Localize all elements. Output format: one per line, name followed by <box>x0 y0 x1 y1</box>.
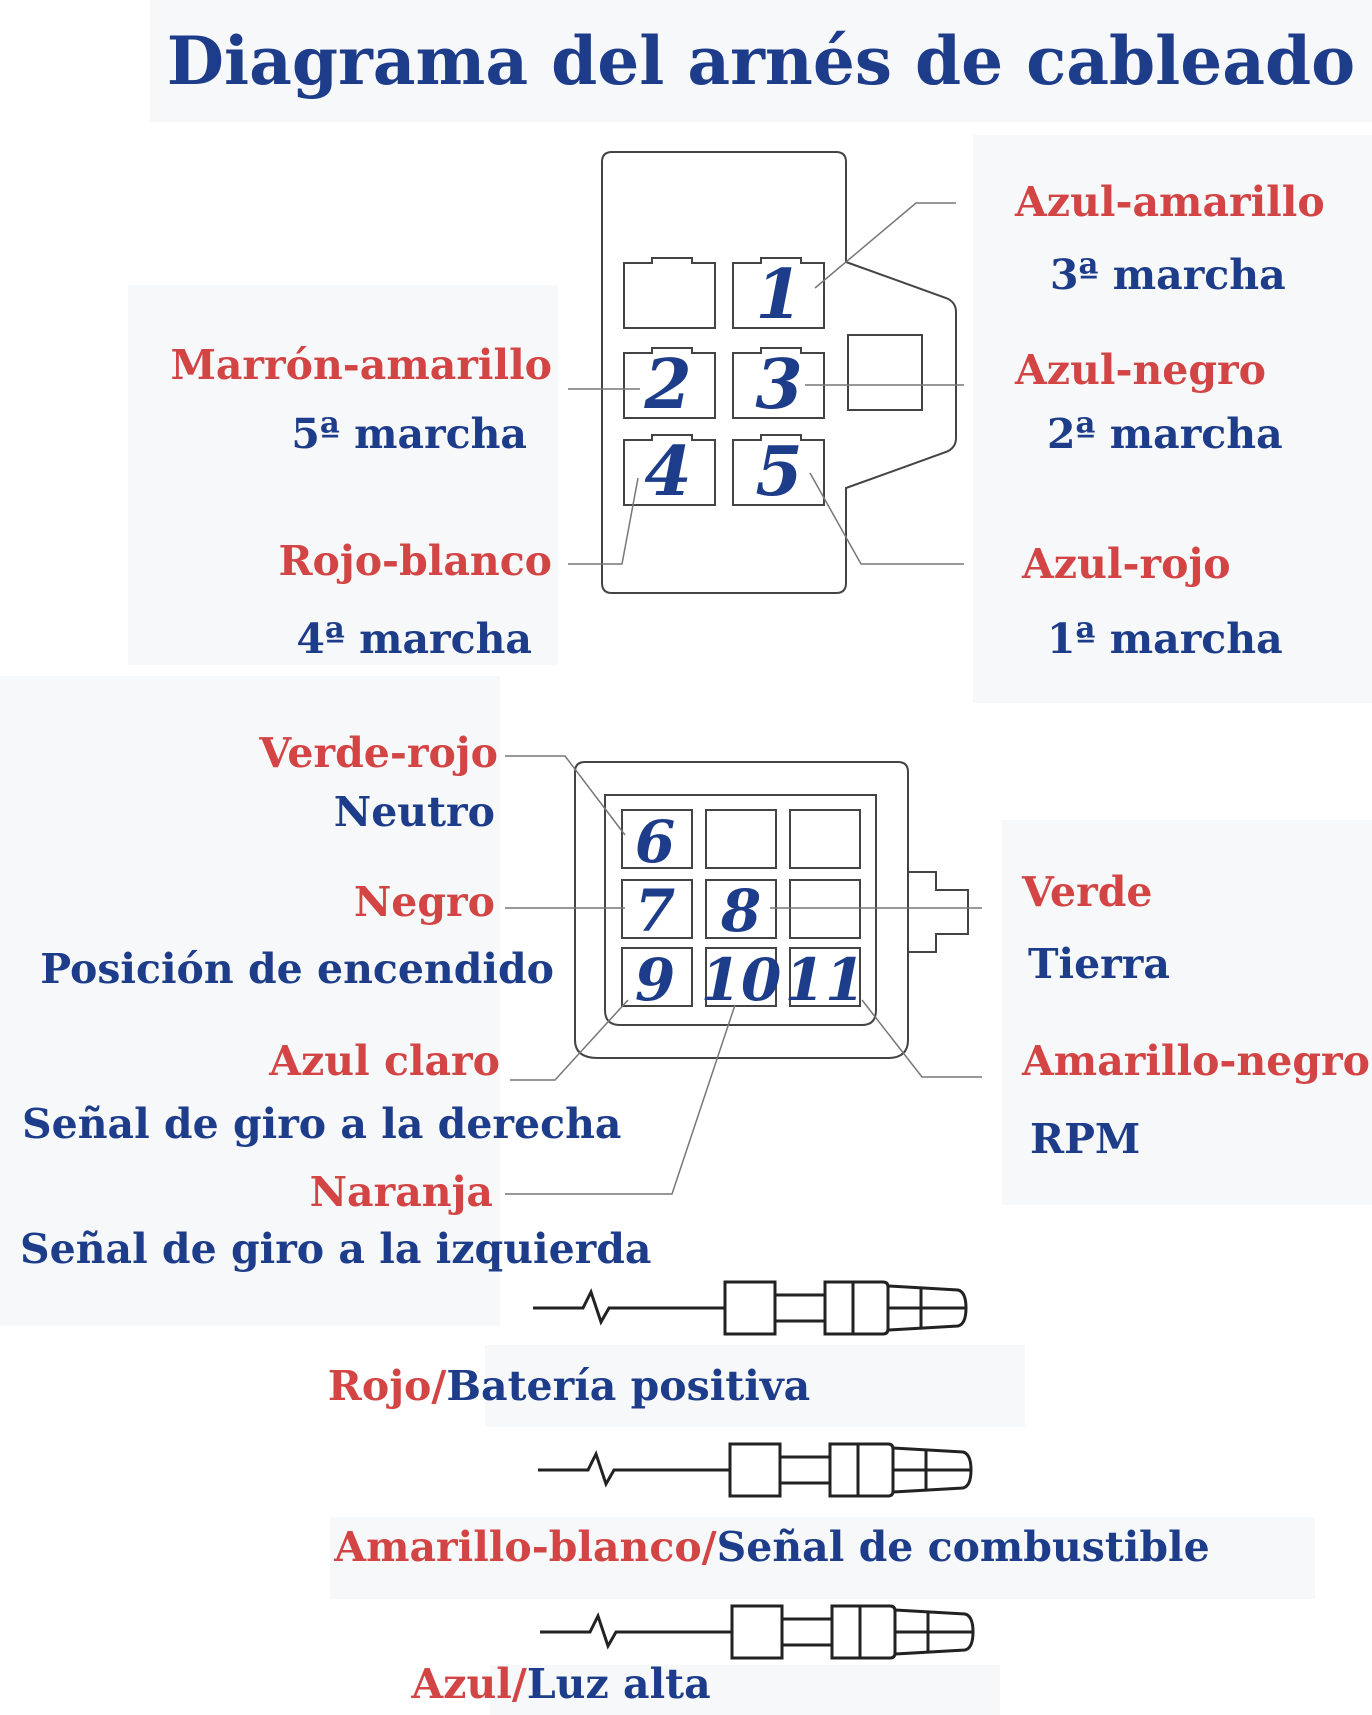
pin-number-2: 2 <box>644 345 692 425</box>
wire-function-3a-marcha: 3ª marcha <box>1050 251 1286 299</box>
wire-function-2a-marcha: 2ª marcha <box>1047 410 1283 458</box>
single-wire-function-luz-alta: Luz alta <box>526 1660 711 1708</box>
wire-color-azul-negro: Azul-negro <box>1015 346 1267 394</box>
wire-color-naranja: Naranja <box>309 1168 493 1216</box>
wire-color-azul-amarillo: Azul-amarillo <box>1015 178 1325 226</box>
wire-function-senal-giro-izquierda: Señal de giro a la izquierda <box>20 1225 652 1273</box>
single-wire-connector-1 <box>533 1282 966 1334</box>
single-wire-connector-2 <box>538 1444 971 1496</box>
wire-color-rojo-blanco: Rojo-blanco <box>278 537 552 585</box>
connector-b-pin-slot-empty-mid-right <box>790 880 860 938</box>
single-wire-separator: / <box>431 1362 447 1410</box>
wire-function-4a-marcha: 4ª marcha <box>296 615 532 663</box>
single-wire-color-amarillo-blanco: Amarillo-blanco <box>334 1523 702 1571</box>
single-wire-separator: / <box>511 1660 527 1708</box>
single-wire-color-rojo: Rojo <box>327 1362 432 1410</box>
wire-function-neutro: Neutro <box>333 788 495 836</box>
pin-number-9: 9 <box>634 946 676 1014</box>
wire-function-senal-giro-derecha: Señal de giro a la derecha <box>22 1100 622 1148</box>
connector-b-pin-slot-empty-top-mid <box>706 810 776 868</box>
wire-function-posicion-de-encendido: Posición de encendido <box>40 945 554 993</box>
wire-function-rpm: RPM <box>1030 1115 1141 1163</box>
wire-color-azul-rojo: Azul-rojo <box>1022 540 1231 588</box>
wire-function-1a-marcha: 1ª marcha <box>1047 615 1283 663</box>
single-wire-function-bateria-positiva: Batería positiva <box>446 1362 811 1410</box>
wire-color-azul-claro: Azul claro <box>269 1037 500 1085</box>
single-wire-connectors <box>533 1282 973 1658</box>
pin-number-10: 10 <box>700 946 782 1014</box>
single-wire-label-2 <box>86 1523 1372 1571</box>
single-wire-function-senal-combustible: Señal de combustible <box>716 1523 1210 1571</box>
connector-b-latch <box>908 872 968 952</box>
wire-function-5a-marcha: 5ª marcha <box>291 410 527 458</box>
pin-number-6: 6 <box>634 808 676 876</box>
connector-a-pin-slot-empty <box>624 258 715 328</box>
wire-color-verde: Verde <box>1022 868 1153 916</box>
leader-azul-rojo <box>810 473 964 564</box>
pin-number-5: 5 <box>755 432 803 512</box>
connector-b-pin-numbers <box>635 808 866 1014</box>
pin-number-11: 11 <box>784 946 866 1014</box>
single-wire-separator: / <box>701 1523 717 1571</box>
connector-a-latch <box>848 335 922 410</box>
page-title: Diagrama del arnés de cableado <box>166 22 1356 100</box>
pin-number-4: 4 <box>644 432 692 512</box>
connector-a-pin-numbers <box>643 255 802 512</box>
wire-color-negro: Negro <box>353 878 495 926</box>
single-wire-label-1 <box>0 1362 1255 1410</box>
leader-azul-claro <box>510 1000 628 1080</box>
single-wire-color-azul: Azul <box>411 1660 512 1708</box>
wire-color-marron-amarillo: Marrón-amarillo <box>170 341 552 389</box>
leader-amarillo-negro <box>862 1000 982 1077</box>
single-wire-connector-3 <box>540 1606 973 1658</box>
wire-function-tierra: Tierra <box>1028 940 1170 988</box>
pin-number-1: 1 <box>755 255 803 335</box>
pin-number-8: 8 <box>720 877 762 945</box>
pin-number-3: 3 <box>755 345 803 425</box>
single-wire-label-3 <box>0 1660 1247 1708</box>
wire-color-verde-rojo: Verde-rojo <box>259 729 498 777</box>
wire-color-amarillo-negro: Amarillo-negro <box>1022 1037 1370 1085</box>
pin-number-7: 7 <box>634 877 676 945</box>
connector-b-pin-slot-empty-top-right <box>790 810 860 868</box>
